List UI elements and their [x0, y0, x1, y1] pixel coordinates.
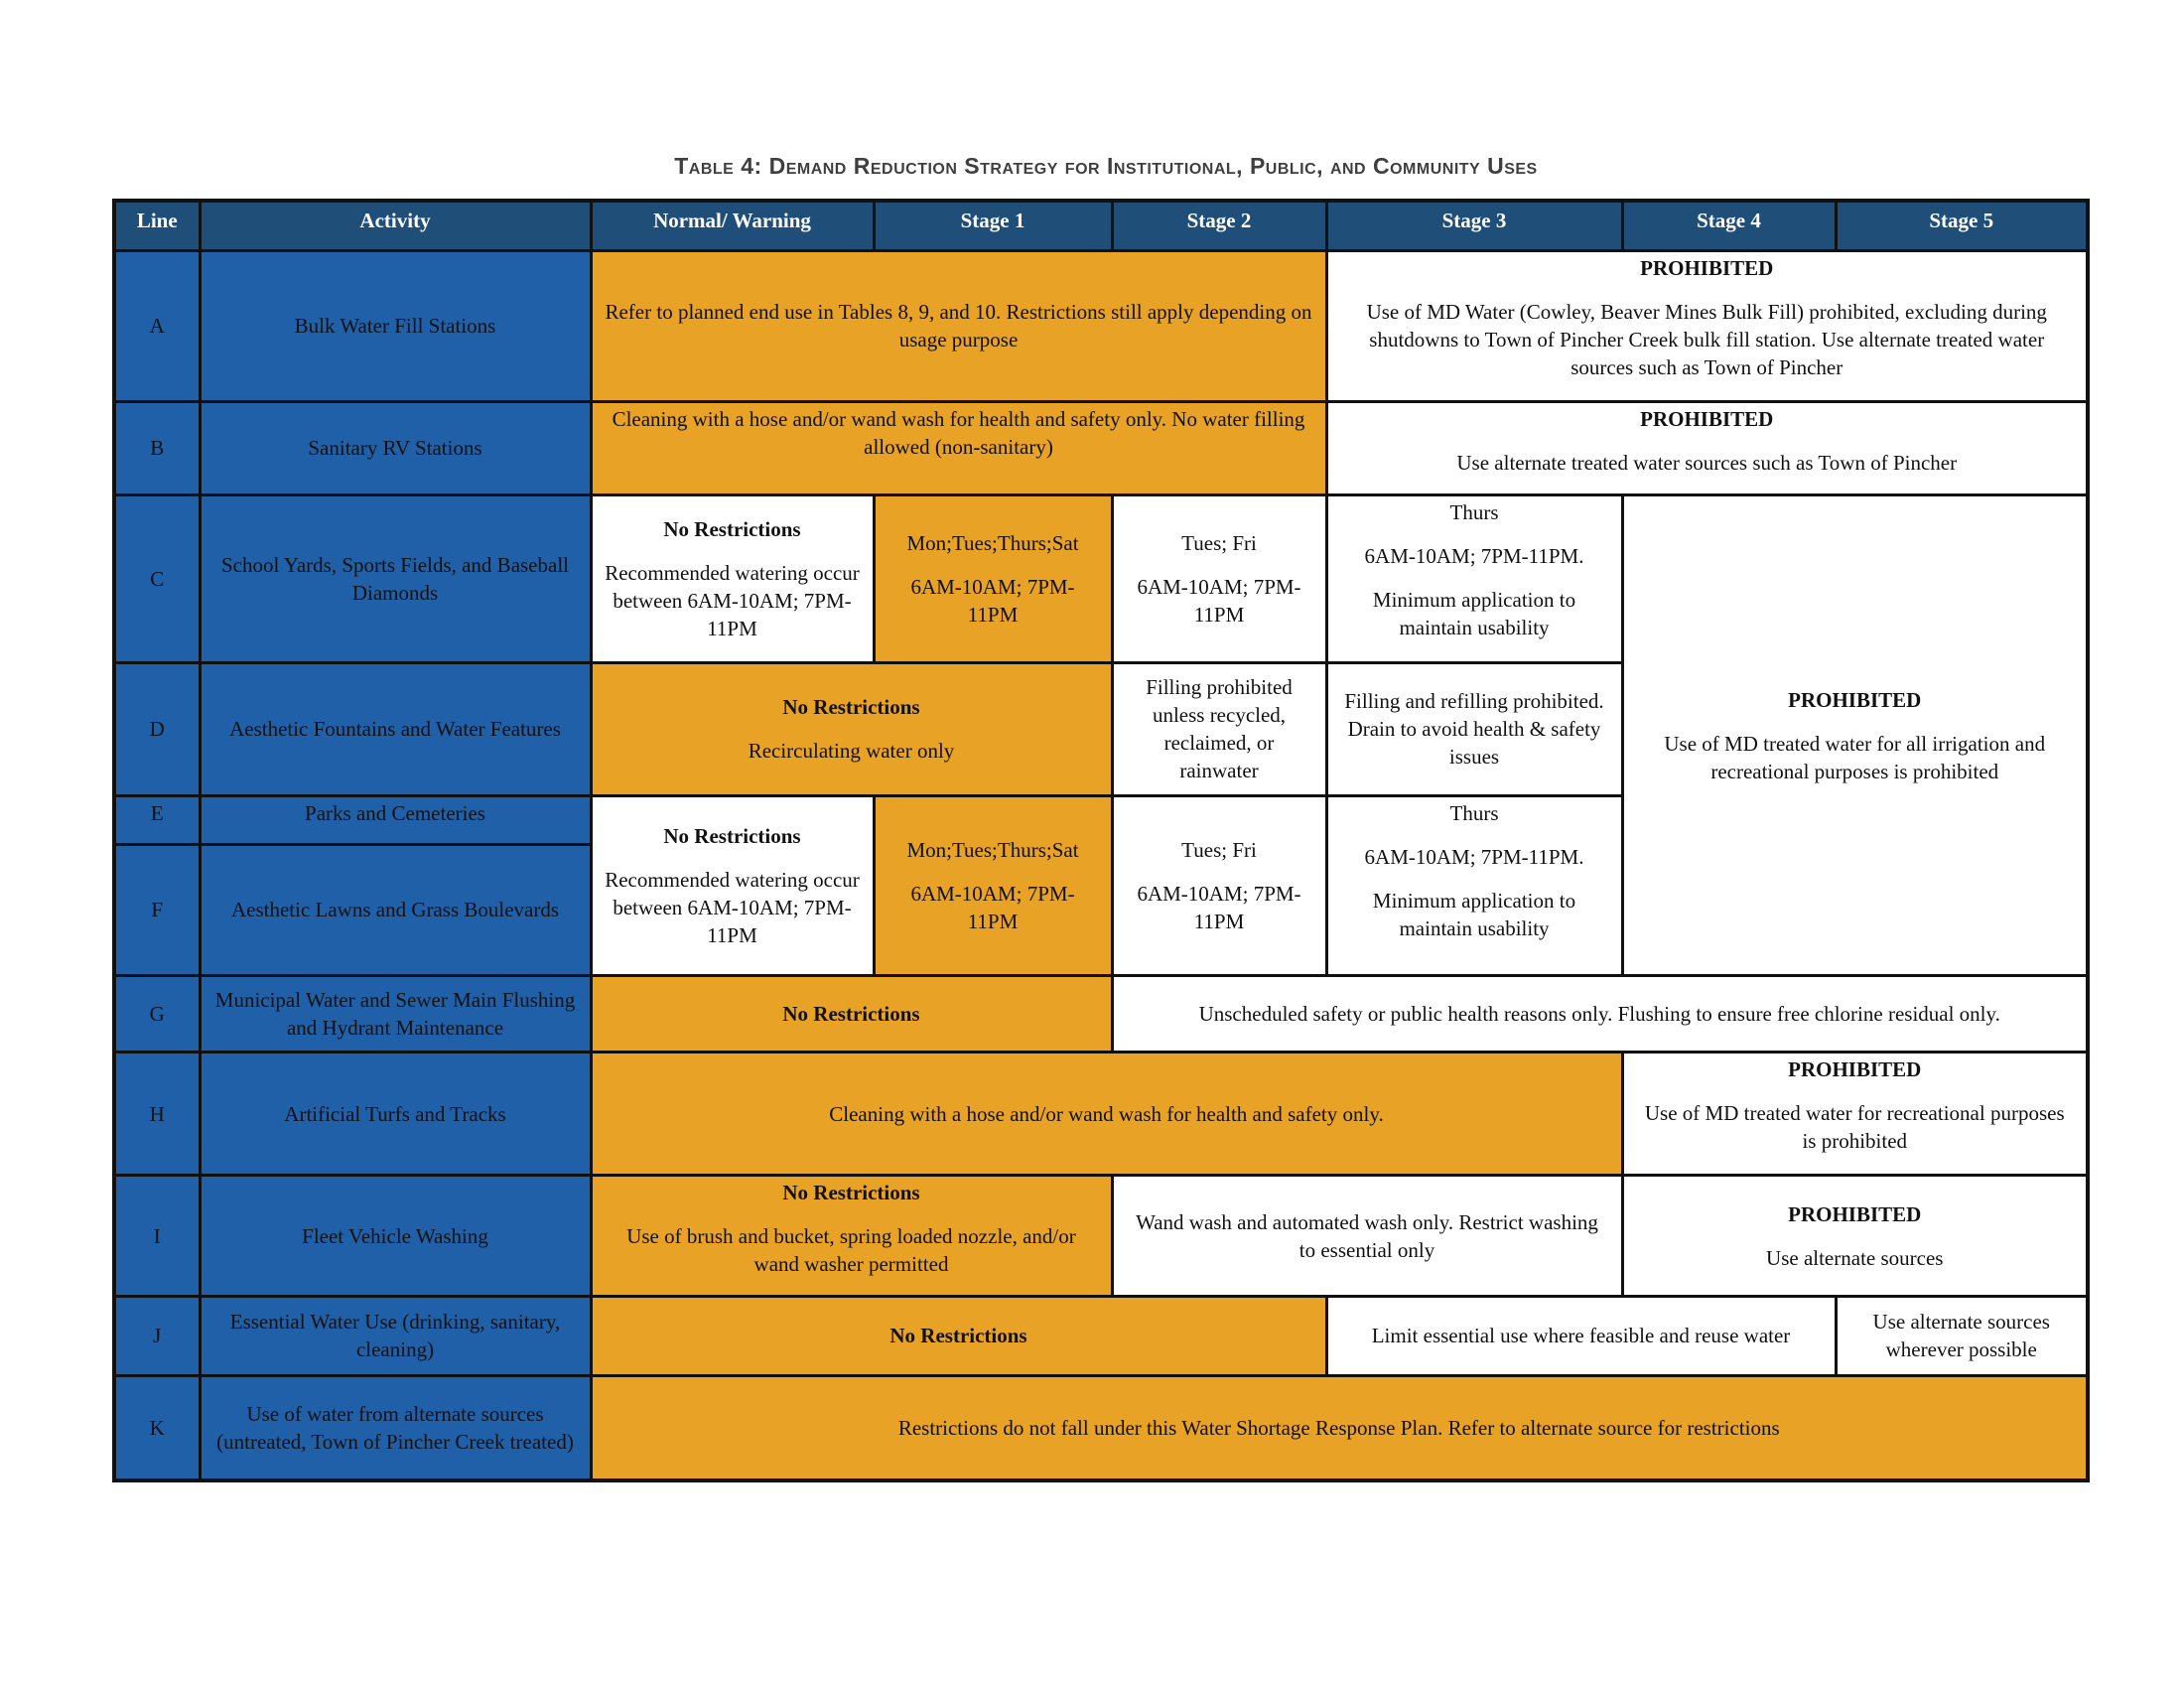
late-stage-cell: [1326, 250, 2088, 401]
line-cell: G: [114, 975, 200, 1053]
mid-stage-cell: Limit essential use where feasible and reuse water: [1326, 1297, 1836, 1376]
table-row-i: [114, 1176, 2088, 1297]
cell-text: Recommended watering occur between 6AM-10AM; 7PM-11PM: [605, 868, 860, 948]
line-cell: D: [114, 662, 200, 796]
cell-text: Use of MD treated water for all irrigation and recreational purposes is prohibited: [1664, 731, 2046, 783]
times-text: 6AM-10AM; 7PM-11PM: [910, 882, 1075, 934]
stage-4-5-prohibited-cell: [1622, 495, 2088, 975]
stage-3-cell: [1326, 495, 1622, 662]
header-stage-1: Stage 1: [874, 201, 1112, 250]
stage-1-cell: [874, 796, 1112, 975]
early-stage-cell: Cleaning with a hose and/or wand wash for health and safety only.: [591, 1053, 1622, 1176]
days-text: Mon;Tues;Thurs;Sat: [906, 530, 1079, 555]
days-text: Tues; Fri: [1181, 838, 1257, 863]
prohibited-label: PROHIBITED: [1640, 406, 1774, 431]
activity-cell: Sanitary RV Stations: [200, 401, 591, 495]
no-restrictions-label: No Restrictions: [663, 516, 801, 541]
line-cell: A: [114, 250, 200, 401]
cell-text: Use alternate treated water sources such as Town of Pincher: [1456, 450, 1958, 475]
header-activity: Activity: [200, 201, 591, 250]
line-cell: K: [114, 1375, 200, 1480]
header-row: [114, 201, 2088, 250]
table-row-j: [114, 1297, 2088, 1376]
line-cell: C: [114, 495, 200, 662]
stage-3-cell: [1326, 796, 1622, 975]
line-cell: F: [114, 844, 200, 975]
line-cell: I: [114, 1176, 200, 1297]
activity-cell: Artificial Turfs and Tracks: [200, 1053, 591, 1176]
all-stages-cell: Restrictions do not fall under this Water Shortage Response Plan. Refer to alternate source for restrictions: [591, 1375, 2088, 1480]
activity-cell: Bulk Water Fill Stations: [200, 250, 591, 401]
line-cell: H: [114, 1053, 200, 1176]
cell-text: Recommended watering occur between 6AM-10AM; 7PM-11PM: [605, 560, 860, 640]
times-text: 6AM-10AM; 7PM-11PM.: [1364, 845, 1584, 870]
header-line: Line: [114, 201, 200, 250]
note-text: Minimum application to maintain usability: [1372, 889, 1576, 941]
prohibited-label: PROHIBITED: [1640, 255, 1774, 280]
cell-text: Use of MD Water (Cowley, Beaver Mines Bulk Fill) prohibited, excluding during shutdowns to Town of Pincher Creek bulk fill station. Use alternate treated water sources such as Town of Pincher: [1366, 299, 2047, 379]
day-text: Thurs: [1449, 500, 1499, 525]
no-restrictions-label: No Restrictions: [782, 695, 920, 720]
stage-1-cell: [874, 495, 1112, 662]
no-restrictions-label: No Restrictions: [782, 1181, 920, 1205]
cell-text: Filling and refilling prohibited. Drain to avoid health & safety issues: [1344, 689, 1604, 770]
early-stage-cell: [591, 1176, 1112, 1297]
day-text: Thurs: [1449, 801, 1499, 826]
days-text: Mon;Tues;Thurs;Sat: [906, 838, 1079, 863]
early-stage-cell: [591, 662, 1112, 796]
table-row-b: [114, 401, 2088, 495]
times-text: 6AM-10AM; 7PM-11PM: [1137, 882, 1301, 934]
cell-text: Refer to planned end use in Tables 8, 9, and 10. Restrictions still apply depending on usage purpose: [605, 300, 1312, 352]
early-stage-cell: No Restrictions: [591, 975, 1112, 1053]
header-stage-3: Stage 3: [1326, 201, 1622, 250]
activity-cell: Parks and Cemeteries: [200, 796, 591, 844]
normal-cell: [591, 495, 874, 662]
cell-text: Use alternate sources: [1766, 1245, 1944, 1270]
late-stage-cell: [1326, 401, 2088, 495]
stage-2-cell: [1112, 796, 1326, 975]
table-title: Table 4: Demand Reduction Strategy for Institutional, Public, and Community Uses: [674, 153, 1538, 179]
cell-text: Recirculating water only: [748, 739, 955, 764]
cell-text: Use of brush and bucket, spring loaded nozzle, and/or wand washer permitted: [626, 1224, 1076, 1277]
table-row-a: [114, 250, 2088, 401]
activity-cell: Aesthetic Fountains and Water Features: [200, 662, 591, 796]
line-cell: E: [114, 796, 200, 844]
activity-cell: School Yards, Sports Fields, and Baseball Diamonds: [200, 495, 591, 662]
times-text: 6AM-10AM; 7PM-11PM: [910, 574, 1075, 627]
cell-text: Cleaning with a hose and/or wand wash for health and safety only. No water filling allowed (non-sanitary): [612, 406, 1305, 459]
table-row-c: [114, 495, 2088, 662]
late-stage-cell: [1622, 1053, 2088, 1176]
no-restrictions-label: No Restrictions: [663, 824, 801, 849]
activity-cell: Fleet Vehicle Washing: [200, 1176, 591, 1297]
activity-cell: Use of water from alternate sources (untreated, Town of Pincher Creek treated): [200, 1375, 591, 1480]
table-row-k: [114, 1375, 2088, 1480]
header-stage-5: Stage 5: [1836, 201, 2088, 250]
note-text: Minimum application to maintain usability: [1372, 588, 1576, 640]
activity-cell: Essential Water Use (drinking, sanitary, cleaning): [200, 1297, 591, 1376]
prohibited-label: PROHIBITED: [1788, 687, 1922, 712]
stage-2-cell: [1112, 662, 1326, 796]
header-stage-2: Stage 2: [1112, 201, 1326, 250]
times-text: 6AM-10AM; 7PM-11PM.: [1364, 544, 1584, 569]
stage-2-cell: [1112, 495, 1326, 662]
stage-3-cell: [1326, 662, 1622, 796]
header-normal-warning: Normal/ Warning: [591, 201, 874, 250]
prohibited-label: PROHIBITED: [1788, 1057, 1922, 1082]
late-stage-cell: [1622, 1176, 2088, 1297]
table-row-g: [114, 975, 2088, 1053]
normal-cell: [591, 796, 874, 975]
cell-text: Filling prohibited unless recycled, reclaimed, or rainwater: [1146, 675, 1293, 783]
activity-cell: Aesthetic Lawns and Grass Boulevards: [200, 844, 591, 975]
days-text: Tues; Fri: [1181, 530, 1257, 555]
line-cell: B: [114, 401, 200, 495]
early-stage-cell: [591, 250, 1326, 401]
late-stage-cell: Unscheduled safety or public health reasons only. Flushing to ensure free chlorine residual only.: [1112, 975, 2088, 1053]
activity-cell: Municipal Water and Sewer Main Flushing and Hydrant Maintenance: [200, 975, 591, 1053]
early-stage-cell: [591, 401, 1326, 495]
early-stage-cell: No Restrictions: [591, 1297, 1326, 1376]
table-row-h: [114, 1053, 2088, 1176]
line-cell: J: [114, 1297, 200, 1376]
times-text: 6AM-10AM; 7PM-11PM: [1137, 574, 1301, 627]
header-stage-4: Stage 4: [1622, 201, 1836, 250]
prohibited-label: PROHIBITED: [1788, 1201, 1922, 1226]
cell-text: Use of MD treated water for recreational purposes is prohibited: [1644, 1101, 2065, 1154]
demand-reduction-table: [112, 199, 2090, 1482]
mid-stage-cell: Wand wash and automated wash only. Restrict washing to essential only: [1112, 1176, 1622, 1297]
stage-5-cell: Use alternate sources wherever possible: [1836, 1297, 2088, 1376]
